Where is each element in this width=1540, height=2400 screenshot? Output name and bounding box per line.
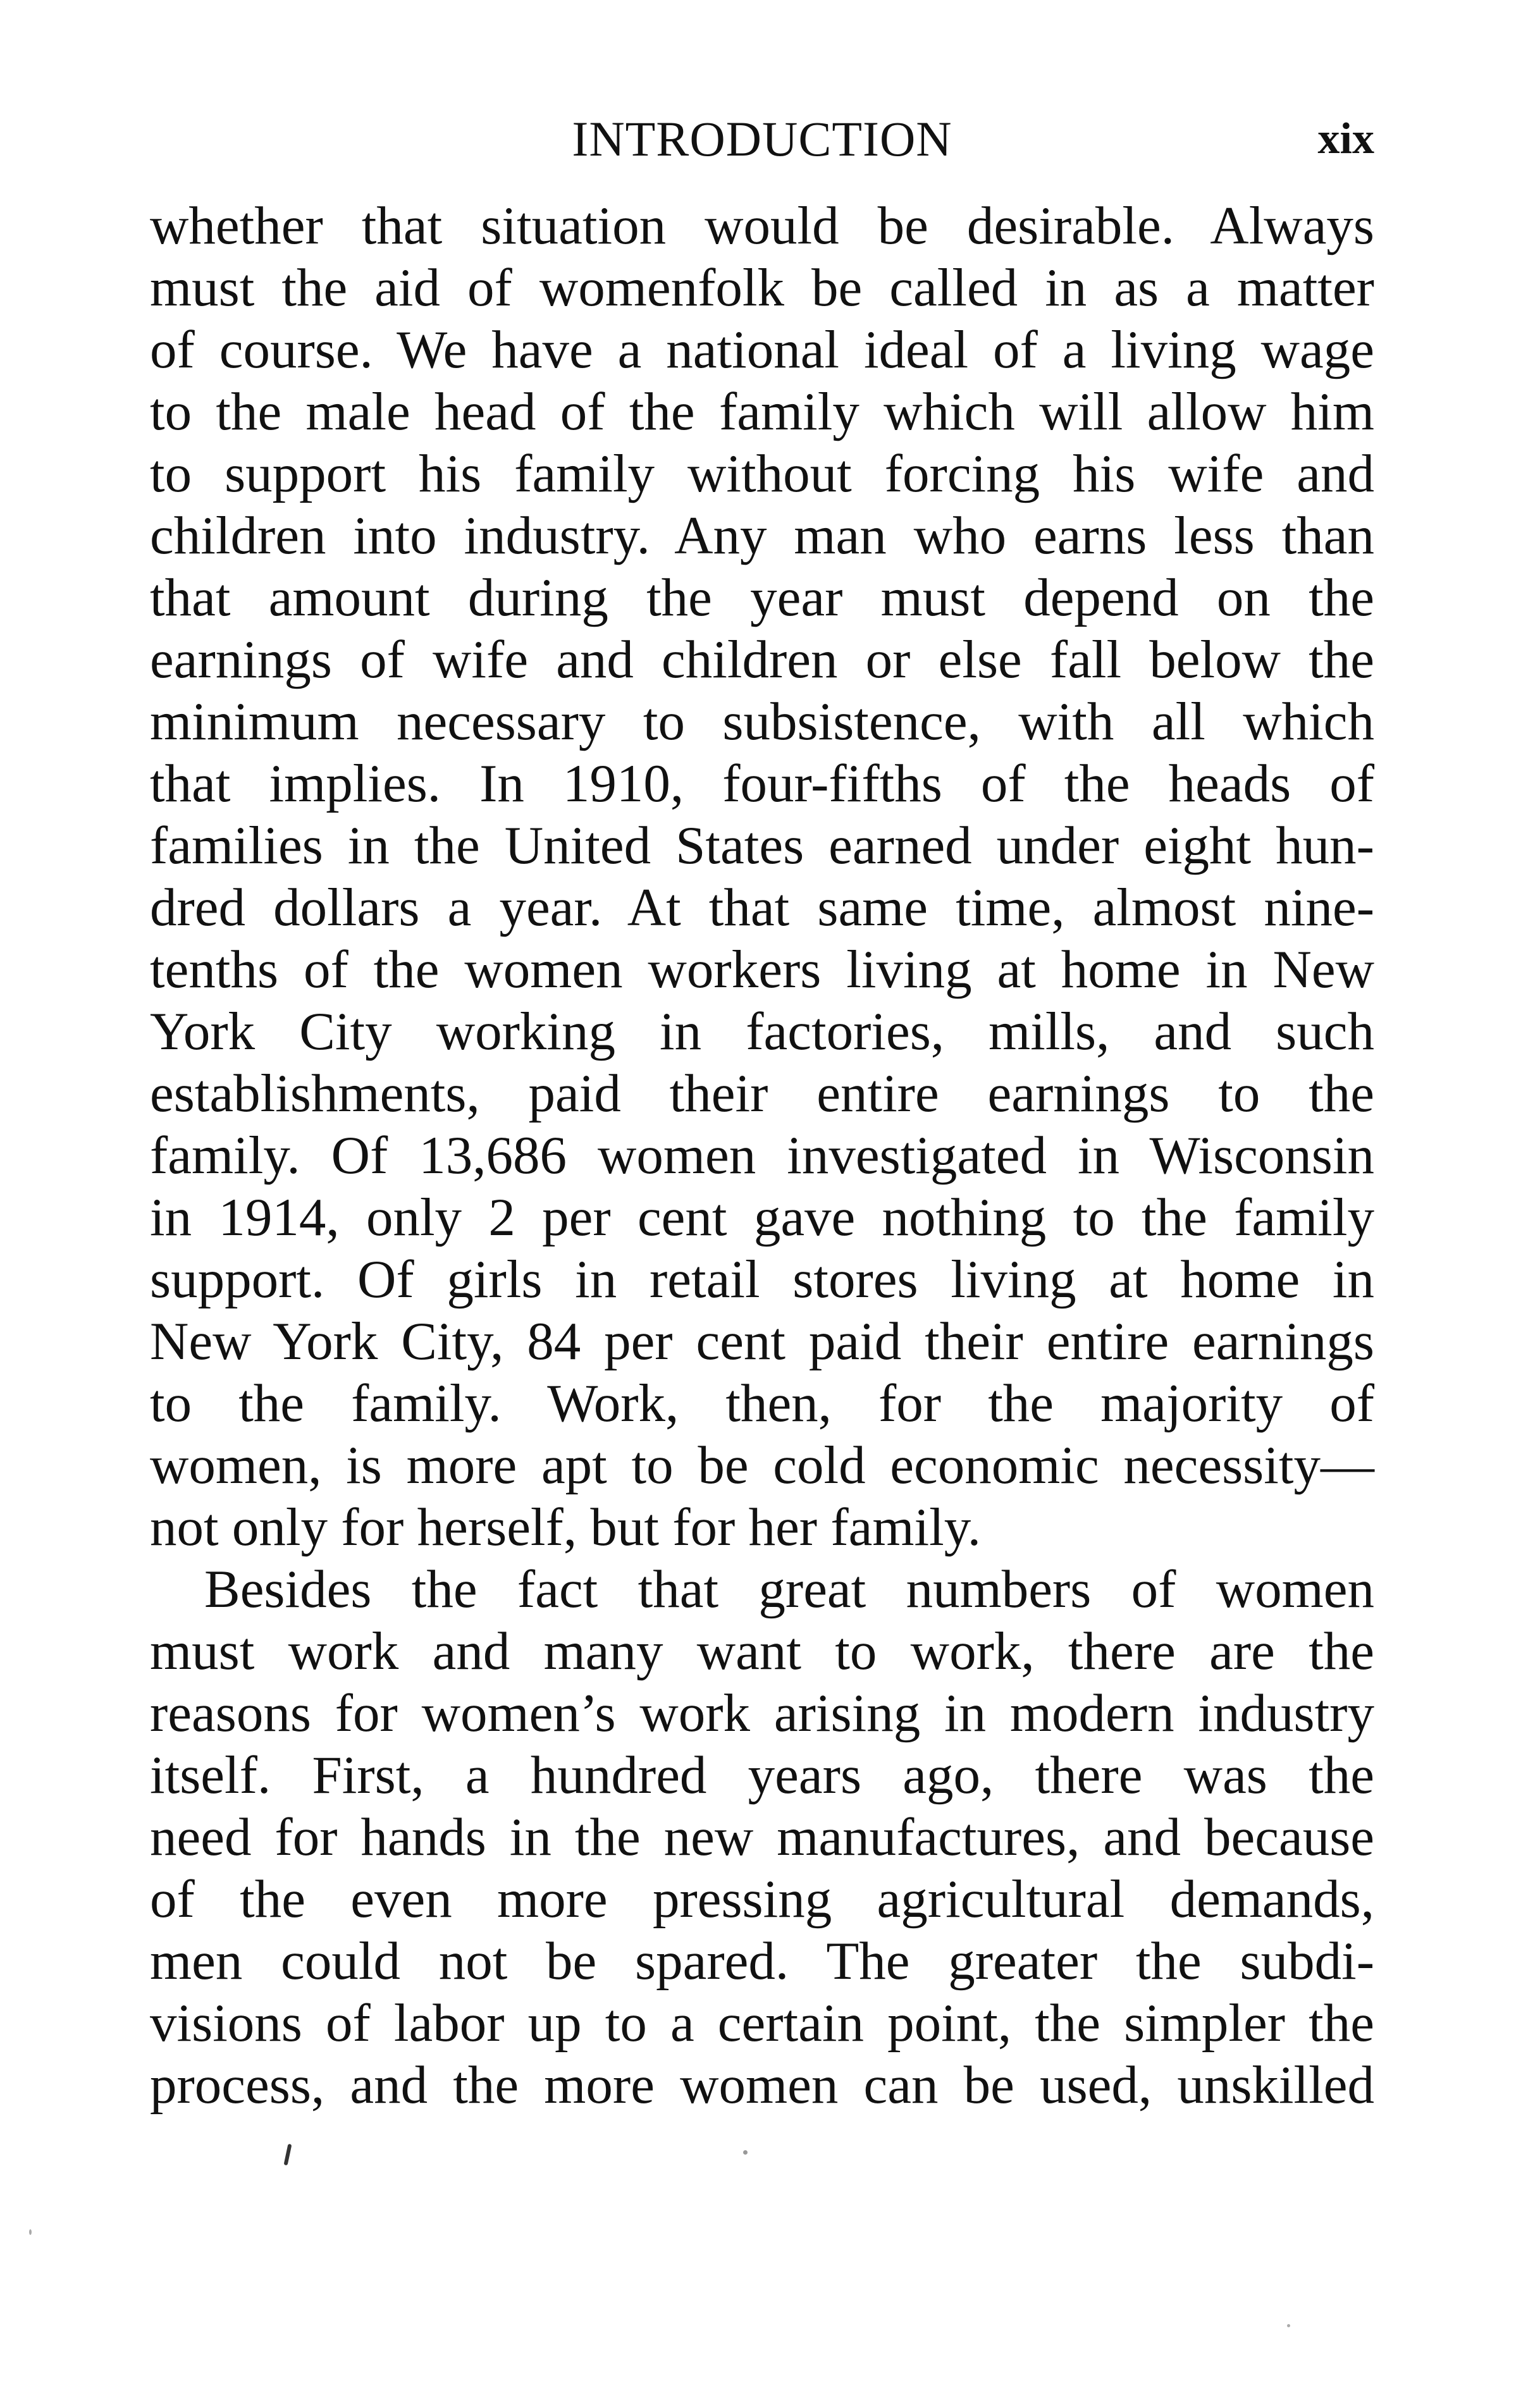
text-line: to the male head of the family which will allow him (150, 382, 1374, 441)
paragraph-2 (150, 1558, 1374, 2116)
text-line: of course. We have a national ideal of a living wage (150, 320, 1374, 379)
text-line: York City working in factories, mills, and such (150, 1002, 1374, 1061)
text-line: men could not be spared. The greater the subdi- (150, 1931, 1374, 1991)
text-line: to support his family without forcing his wife and (150, 444, 1374, 503)
text-line: to the family. Work, then, for the majority of (150, 1374, 1374, 1433)
text-line: need for hands in the new manufactures, and because (150, 1807, 1374, 1867)
running-head: INTRODUCTION (572, 111, 952, 166)
body-text (150, 195, 1374, 2116)
text-line: family. Of 13,686 women investigated in Wisconsin (150, 1126, 1374, 1185)
text-line: establishments, paid their entire earnings to the (150, 1064, 1374, 1123)
text-line: that implies. In 1910, four-fifths of the heads of (150, 754, 1374, 813)
text-line: reasons for women’s work arising in modern industry (150, 1683, 1374, 1743)
text-line: children into industry. Any man who earns less than (150, 506, 1374, 565)
scan-speck (29, 2229, 32, 2235)
scan-speck (284, 2144, 292, 2166)
text-line: process, and the more women can be used, unskilled (150, 2055, 1374, 2115)
text-line: women, is more apt to be cold economic necessity— (150, 1436, 1374, 1495)
text-line: visions of labor up to a certain point, the simpler the (150, 1993, 1374, 2053)
text-line: of the even more pressing agricultural demands, (150, 1869, 1374, 1929)
text-line: support. Of girls in retail stores living at home in (150, 1250, 1374, 1309)
text-line: not only for herself, but for her family. (150, 1498, 981, 1557)
text-line: minimum necessary to subsistence, with all which (150, 692, 1374, 751)
scan-speck (1287, 2324, 1290, 2327)
paragraph-1 (150, 195, 1374, 1558)
scan-speck (743, 2150, 748, 2155)
text-line: whether that situation would be desirable. Always (150, 196, 1374, 255)
text-line: Besides the fact that great numbers of women (204, 1560, 1374, 1619)
text-line: New York City, 84 per cent paid their entire earnings (150, 1312, 1374, 1371)
page-number: xix (1317, 114, 1374, 163)
text-line: dred dollars a year. At that same time, almost nine- (150, 878, 1374, 937)
text-line: in 1914, only 2 per cent gave nothing to the family (150, 1188, 1374, 1247)
text-line: tenths of the women workers living at home in New (150, 940, 1374, 999)
page-header (150, 104, 1374, 174)
text-line: must work and many want to work, there are the (150, 1622, 1374, 1681)
text-line: families in the United States earned under eight hun- (150, 816, 1374, 875)
text-line: itself. First, a hundred years ago, there was the (150, 1745, 1374, 1805)
text-line: must the aid of womenfolk be called in as a matter (150, 258, 1374, 317)
text-line: that amount during the year must depend on the (150, 568, 1374, 627)
text-line: earnings of wife and children or else fall below the (150, 630, 1374, 689)
